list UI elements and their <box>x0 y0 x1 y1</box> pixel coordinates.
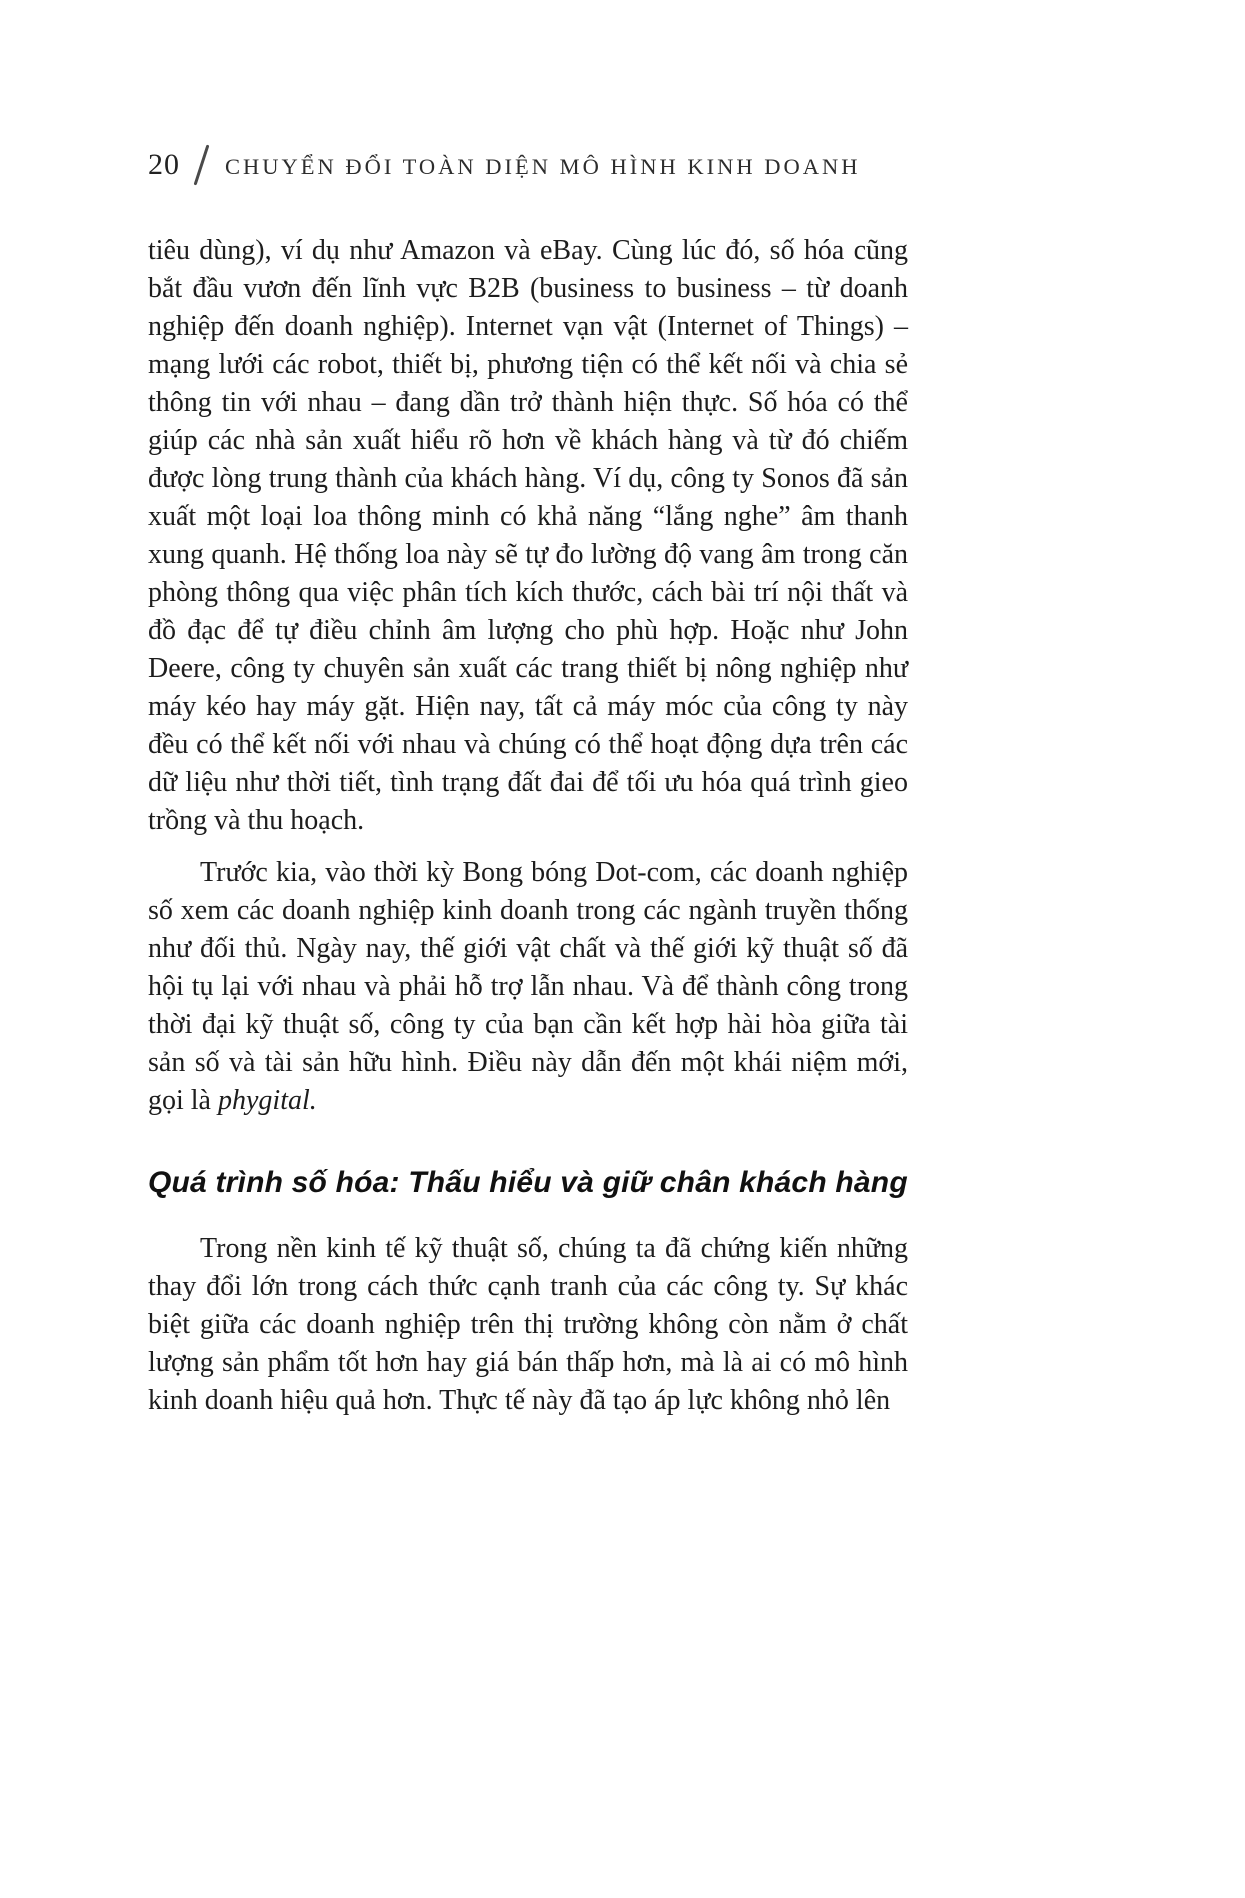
paragraph-2-italic-term: phygital. <box>218 1085 317 1116</box>
section-heading: Quá trình số hóa: Thấu hiểu và giữ chân khách hàng <box>148 1166 908 1199</box>
running-title: CHUYỂN ĐỔI TOÀN DIỆN MÔ HÌNH KINH DOANH <box>225 153 861 179</box>
page-content <box>148 144 908 1420</box>
paragraph-2-text: Trước kia, vào thời kỳ Bong bóng Dot-com, các doanh nghiệp số xem các doanh nghiệp kinh doanh trong các ngành truyền thống như đối thủ. Ngày nay, thế giới vật chất và thế giới kỹ thuật số đã hội tụ lại với nhau và phải hỗ trợ lẫn nhau. Và để thành công trong thời đại kỹ thuật số, công ty của bạn cần kết hợp hài hòa giữa tài sản số và tài sản hữu hình. Điều này dẫn đến một khái niệm mới, gọi là <box>148 857 908 1116</box>
body-text <box>148 232 908 1420</box>
page-number: 20 <box>148 148 180 181</box>
paragraph-3: Trong nền kinh tế kỹ thuật số, chúng ta đã chứng kiến những thay đổi lớn trong cách thức cạnh tranh của các công ty. Sự khác biệt giữa các doanh nghiệp trên thị trường không còn nằm ở chất lượng sản phẩm tốt hơn hay giá bán thấp hơn, mà là ai có mô hình kinh doanh hiệu quả hơn. Thực tế này đã tạo áp lực không nhỏ lên <box>148 1233 908 1416</box>
paragraph-2 <box>148 854 908 1120</box>
running-head <box>148 144 908 186</box>
paragraph-1: tiêu dùng), ví dụ như Amazon và eBay. Cùng lúc đó, số hóa cũng bắt đầu vươn đến lĩnh vực B2B (business to business – từ doanh nghiệp đến doanh nghiệp). Internet vạn vật (Internet of Things) – mạng lưới các robot, thiết bị, phương tiện có thể kết nối và chia sẻ thông tin với nhau – đang dần trở thành hiện thực. Số hóa có thể giúp các nhà sản xuất hiểu rõ hơn về khách hàng và từ đó chiếm được lòng trung thành của khách hàng. Ví dụ, công ty Sonos đã sản xuất một loại loa thông minh có khả năng “lắng nghe” âm thanh xung quanh. Hệ thống loa này sẽ tự đo lường độ vang âm trong căn phòng thông qua việc phân tích kích thước, cách bài trí nội thất và đồ đạc để tự điều chỉnh âm lượng cho phù hợp. Hoặc như John Deere, công ty chuyên sản xuất các trang thiết bị nông nghiệp như máy kéo hay máy gặt. Hiện nay, tất cả máy móc của công ty này đều có thể kết nối với nhau và chúng có thể hoạt động dựa trên các dữ liệu như thời tiết, tình trạng đất đai để tối ưu hóa quá trình gieo trồng và thu hoạch. <box>148 235 908 836</box>
slash-divider-icon <box>194 145 210 186</box>
